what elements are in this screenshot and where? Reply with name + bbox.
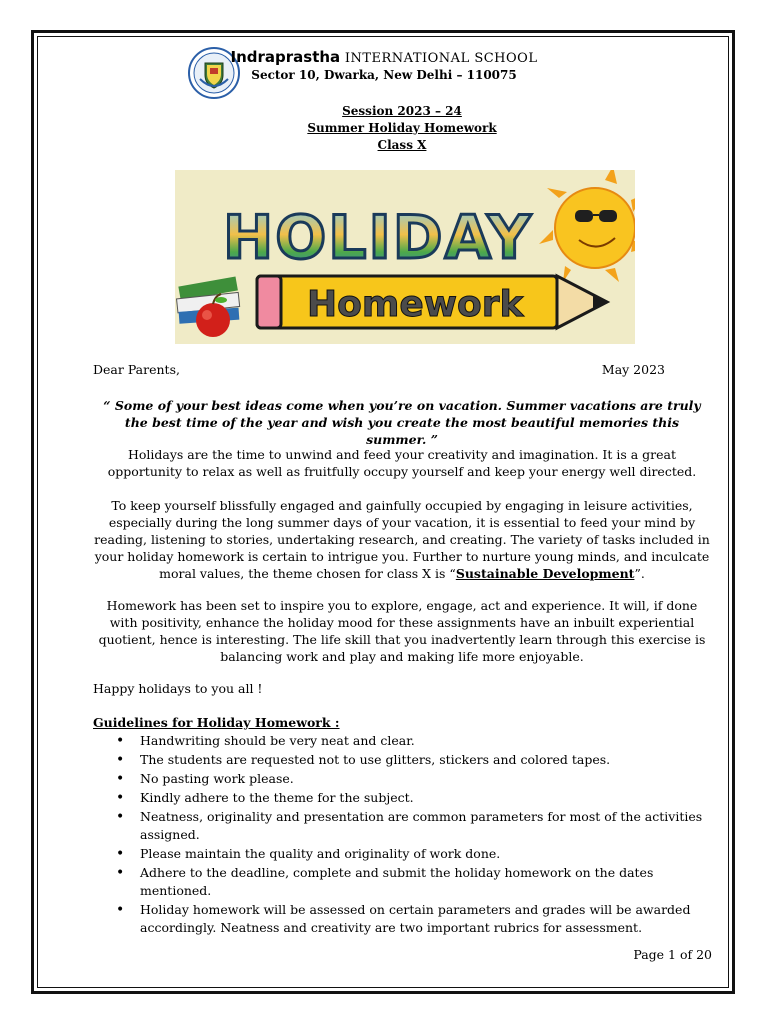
paragraph-1: Holidays are the time to unwind and feed your creativity and imagination. It is a great opportunity to relax as well as fruitfully occupy yourself and keep your energy well directed. — [107, 447, 697, 479]
paragraph-2 — [92, 497, 712, 582]
banner-illustration — [175, 170, 635, 344]
closing-line: Happy holidays to you all ! — [93, 681, 263, 696]
paragraph-2-end: ”. — [634, 566, 645, 581]
guideline-item: • Kindly adhere to the theme for the subject. — [116, 789, 716, 807]
guideline-item: • Holiday homework will be assessed on certain parameters and grades will be awarded accordingly. Neatness and creativity are two important rubrics for assessment. — [116, 901, 716, 937]
theme-sustainable-development: Sustainable Development — [455, 566, 635, 581]
school-name — [0, 48, 768, 66]
quote: “ Some of your best ideas come when you’re on vacation. Summer vacations are truly the best time of the year and wish you create the most beautiful memories this summer. ” — [103, 398, 701, 447]
homework-title: Summer Holiday Homework — [307, 121, 497, 135]
guideline-item: • The students are requested not to use glitters, stickers and colored tapes. — [116, 751, 716, 769]
salutation: Dear Parents, — [93, 362, 180, 377]
letter-head — [93, 362, 665, 377]
banner-word-holiday: HOLIDAY — [223, 203, 533, 273]
holiday-homework-banner — [175, 170, 635, 344]
sun-icon — [539, 170, 635, 282]
school-brand: Indraprastha — [230, 48, 341, 66]
paragraph-2-text: To keep yourself blissfully engaged and gainfully occupied by engaging in leisure activities, especially during the long summer days of your vacation, it is essential to feed your mind by reading, listening to stories, undertaking research, and creating. The variety of tasks included in your holiday homework is certain to intrigue you. Further to nurture young minds, and inculcate moral values, the theme chosen for class X is “ — [94, 498, 710, 581]
school-suffix: INTERNATIONAL SCHOOL — [344, 51, 538, 66]
guideline-item: • Neatness, originality and presentation are common parameters for most of the activities assigned. — [116, 808, 716, 844]
class-title: Class X — [377, 138, 427, 152]
guidelines-title: Guidelines for Holiday Homework : — [93, 715, 340, 730]
guideline-item: • Please maintain the quality and originality of work done. — [116, 845, 716, 863]
session-title: Session 2023 – 24 — [342, 104, 462, 118]
banner-word-homework: Homework — [307, 284, 524, 325]
school-address: Sector 10, Dwarka, New Delhi – 110075 — [251, 68, 517, 82]
guideline-item: • Adhere to the deadline, complete and submit the holiday homework on the dates mentioned. — [116, 864, 716, 900]
paragraph-3: Homework has been set to inspire you to explore, engage, act and experience. It will, if done with positivity, enhance the holiday mood for these assignments have an inbuilt experiential quotient, hence is interesting. The life skill that you inadvertently learn through this exercise is balancing work and play and making life more enjoyable. — [98, 598, 706, 664]
guideline-item: • No pasting work please. — [116, 770, 716, 788]
guideline-item: • Handwriting should be very neat and clear. — [116, 732, 716, 750]
page-number: Page 1 of 20 — [633, 947, 712, 962]
letter-date: May 2023 — [601, 362, 665, 377]
guidelines-list — [116, 732, 716, 938]
